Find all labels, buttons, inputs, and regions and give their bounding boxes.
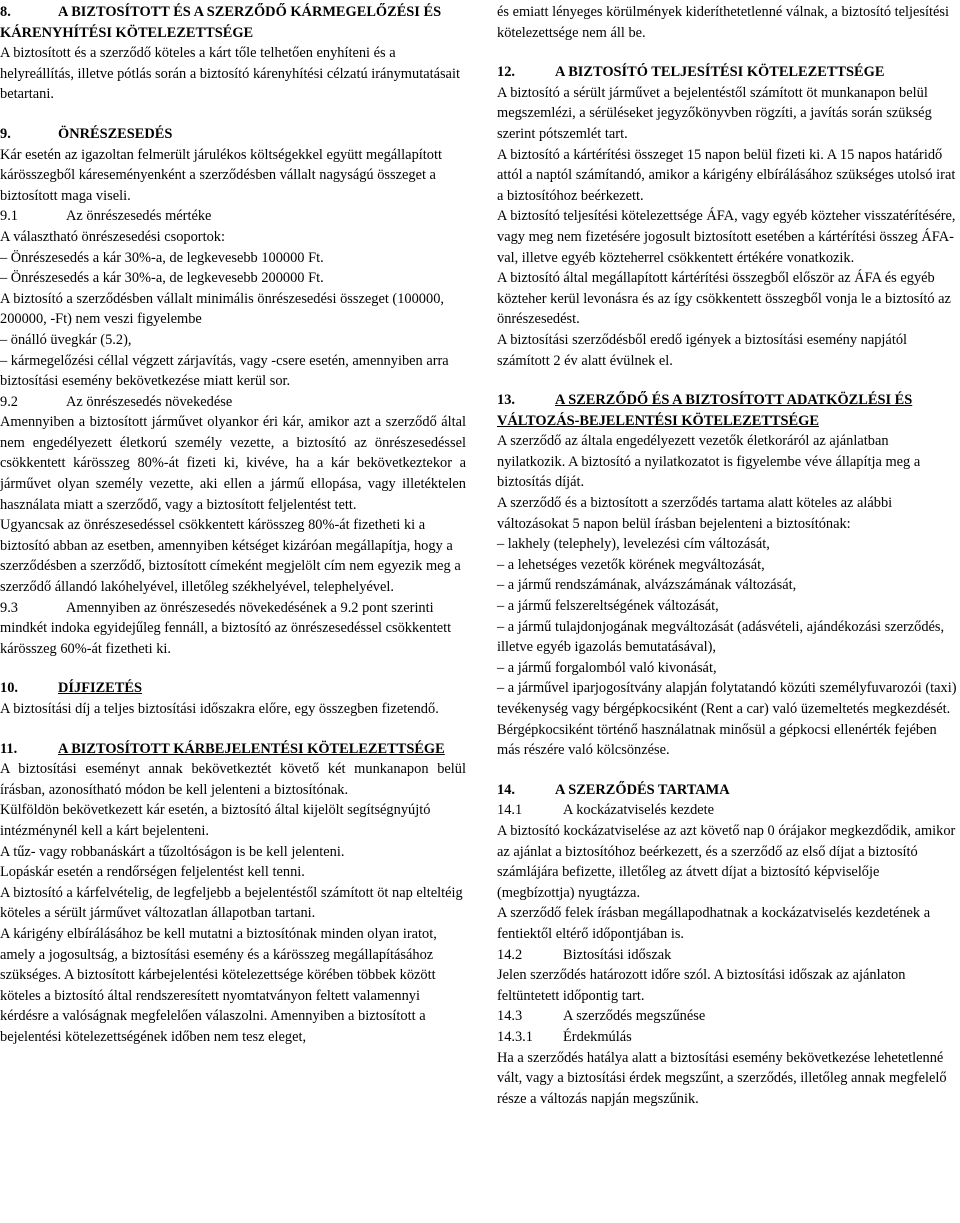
section-9-1-heading: 9.1 Az önrészesedés mértéke — [0, 208, 212, 225]
section-10-paragraph: A biztosítási díj a teljes biztosítási időszakra előre, egy összegben fizetendő. — [0, 701, 439, 717]
section-13-heading: 13. A SZERZŐDŐ ÉS A BIZTOSÍTOTT ADATKÖZLÉSI ÉS VÁLTOZÁS-BEJELENTÉSI KÖTELEZETTSÉGE — [497, 392, 913, 429]
list-item: – lakhely (telephely), levelezési cím változását, — [497, 536, 770, 553]
list-item: – önálló üvegkár (5.2), — [0, 331, 132, 348]
section-9-heading: 9. ÖNRÉSZESEDÉS — [0, 125, 173, 142]
section-14-2-heading: 14.2 Biztosítási időszak — [497, 946, 672, 963]
section-14-3-1-paragraph: Ha a szerződés hatálya alatt a biztosítási esemény bekövetkezése lehetetlenné vált, vagy a biztosítási érdek megszűnt, a szerződés, illetőleg annak megfelelő része a változás napján megszűnik. — [497, 1049, 947, 1107]
section-9-1-paragraph: A biztosító a szerződésben vállalt minimális önrészesedési összeget (100000, 200000, -Ft) nem veszi figyelembe — [0, 290, 444, 328]
continuation-paragraph: és emiatt lényeges körülmények kideríthetetlenné válnak, a biztosító teljesítési kötelezettsége nem áll be. — [497, 4, 949, 41]
section-14-3-1-heading: 14.3.1 Érdekmúlás — [497, 1028, 632, 1045]
section-11-paragraph: Lopáskár esetén a rendőrségen feljelentést kell tenni. — [0, 864, 305, 881]
section-12-paragraph: A biztosító által megállapított kártérítési összegből először az ÁFA és egyéb közteher kerül levonásra és az így csökkentett összegből vonja le a biztosító az önrészesedést. — [497, 270, 951, 328]
section-14-heading: 14. A SZERZŐDÉS TARTAMA — [497, 781, 730, 798]
section-12-paragraph: A biztosító a kártérítési összeget 15 napon belül fizeti ki. A 15 napos határidő attól a naptól számítandó, amikor a kárigény elbírálásához szükséges utolsó irat a biztosítóhoz beérkezett. — [497, 146, 956, 204]
list-item: – a jármű tulajdonjogának megváltozását (adásvételi, ajándékozási szerződés, illetve egyéb igazolás bemutatásával), — [497, 618, 945, 656]
section-11-paragraph: A biztosítási eseményt annak bekövetkeztét követő két munkanapon belül írásban, azonosítható módon be kell jelenteni a biztosítónak. — [0, 761, 466, 798]
section-9-2-paragraph: Amennyiben a biztosított járművet olyankor éri kár, amikor azt a szerződő által nem engedélyezett életkorú személy vezette, a biztosító az önrészesedéssel csökkentett kárösszeg 80%-át fizeti ki, kivéve, ha a kár bekövetkeztekor a járművet olyan személy vezette, aki ellen a jármű ellopása, vagy illetéktelen használata miatt a szerződő, vagy a biztosított feljelentést tett. — [0, 414, 466, 513]
section-10-heading: 10. DÍJFIZETÉS — [0, 680, 142, 697]
list-item: – a jármű rendszámának, alvázszámának változását, — [497, 577, 797, 594]
section-9-2-heading: 9.2 Az önrészesedés növekedése — [0, 393, 233, 410]
section-12-heading: 12. A BIZTOSÍTÓ TELJESÍTÉSI KÖTELEZETTSÉGE — [497, 64, 885, 81]
section-11-heading: 11. A BIZTOSÍTOTT KÁRBEJELENTÉSI KÖTELEZETTSÉGE — [0, 740, 445, 757]
list-item: – a lehetséges vezetők körének megváltozását, — [497, 556, 765, 573]
section-11-paragraph: A tűz- vagy robbanáskárt a tűzoltóságon is be kell jelenteni. — [0, 843, 345, 860]
list-item: – kármegelőzési céllal végzett zárjavítás, vagy -csere esetén, amennyiben arra biztosítási esemény bekövetkezése miatt kerül sor. — [0, 352, 449, 390]
section-11-paragraph: A kárigény elbírálásához be kell mutatni a biztosítónak minden olyan iratot, amely a jogosultság, a biztosítási esemény és a kárösszeg megállapításához szükséges. A biztosított kárbejelentési kötelezettsége körében többek között köteles a biztosító által rendszeresített nyomtatványon feltett valamennyi kérdésre a valóságnak megfelelően válaszolni. Amennyiben a biztosított a bejelentési kötelezettségének időben nem tesz eleget, — [0, 925, 437, 1045]
section-14-1-heading: 14.1 A kockázatviselés kezdete — [497, 802, 715, 819]
section-12-paragraph: A biztosítási szerződésből eredő igények a biztosítási esemény napjától számított 2 év alatt évülnek el. — [497, 331, 908, 369]
list-item: – Önrészesedés a kár 30%-a, de legkevesebb 100000 Ft. — [0, 249, 324, 266]
section-14-1-paragraph: A biztosító kockázatviselése az azt követő nap 0 órájakor megkezdődik, amikor az ajánlat a biztosítóhoz beérkezett, és a szerződő az első díjat a biztosító számlájára befizette, illetőleg az átvett díjat a biztosító képviselője (megbízottja) nyugtázza. — [497, 822, 956, 901]
section-14-3-heading: 14.3 A szerződés megszűnése — [497, 1008, 706, 1025]
section-9-3-paragraph: 9.3 Amennyiben az önrészesedés növekedésének a 9.2 pont szerinti mindkét indoka egyidejűleg fennáll, a biztosító az önrészesedéssel csökkentett kárösszeg 60%-át fizetheti ki. — [0, 599, 452, 657]
section-13-paragraph: A szerződő az általa engedélyezett vezetők életkoráról az ajánlatban nyilatkozik. A biztosító a nyilatkozatot is figyelembe véve állapítja meg a biztosítás díját. — [497, 433, 921, 491]
section-11-paragraph: Külföldön bekövetkezett kár esetén, a biztosító által kijelölt segítségnyújtó intézménynél kell a kárt bejelenteni. — [0, 802, 431, 839]
section-9-paragraph: Kár esetén az igazoltan felmerült járulékos költségekkel együtt megállapított kárösszegből káreseményenként a szerződésben vállalt nagyságú összeget a biztosított maga viseli. — [0, 146, 442, 204]
section-11-paragraph: A biztosító a kárfelvételig, de legfeljebb a bejelentéstől számított öt nap elteltéig köteles a sérült járművet változatlan állapotban tartani. — [0, 884, 463, 922]
section-12-paragraph: A biztosító a sérült járművet a bejelentéstől számított öt munkanapon belül megszemlézi, a sérüléseket jegyzőkönyvben rögzíti, a javítás során szükség szerint pótszemlét tart. — [497, 84, 932, 142]
section-12-paragraph: A biztosító teljesítési kötelezettsége ÁFA, vagy egyéb közteher visszatérítésére, vagy meg nem fizetésére jogosult biztosított esetében a kártérítési összeg ÁFA-val, illetve egyéb közteherrel csökkentett értékére vonatkozik. — [497, 208, 956, 266]
section-9-1-intro: A választható önrészesedési csoportok: — [0, 228, 225, 245]
section-14-2-paragraph: Jelen szerződés határozott időre szól. A biztosítási időszak az ajánlaton feltüntetett időpontig tart. — [497, 967, 906, 1004]
list-item: – a járművel iparjogosítvány alapján folytatandó közúti személyfuvarozói (taxi) tevékenység vagy bérgépkocsiként (Rent a car) való üzemeltetés megkezdését. Bérgépkocsiként történő használatnak minősül a gépkocsi ellenérték fejében más részére való kölcsönzése. — [497, 680, 957, 759]
list-item: – Önrészesedés a kár 30%-a, de legkevesebb 200000 Ft. — [0, 270, 324, 287]
section-13-paragraph: A szerződő és a biztosított a szerződés tartama alatt köteles az alábbi változásokat 5 napon belül írásban bejelenteni a biztosítónak: — [497, 495, 893, 532]
right-column — [497, 2, 957, 1109]
list-item: – a jármű forgalomból való kivonását, — [497, 659, 717, 676]
section-8-heading: 8. A BIZTOSÍTOTT ÉS A SZERZŐDŐ KÁRMEGELŐZÉSI ÉS KÁRENYHÍTÉSI KÖTELEZETTSÉGE — [0, 4, 442, 41]
left-column — [0, 2, 466, 1048]
section-8-paragraph: A biztosított és a szerződő köteles a kárt tőle telhetően enyhíteni és a helyreállítás, illetve pótlás során a biztosító kárenyhítési célzatú iránymutatásait betartani. — [0, 45, 460, 103]
section-14-1-paragraph: A szerződő felek írásban megállapodhatnak a kockázatviselés kezdetének a fentiektől eltérő időpontjában is. — [497, 905, 931, 942]
section-9-2-paragraph: Ugyancsak az önrészesedéssel csökkentett kárösszeg 80%-át fizetheti ki a biztosító abban az esetben, amennyiben kétséget kizáróan megállapítja, hogy a szerződésben a szerződő, biztosított címeként megjelölt cím nem egyezik meg a szerződő állandó lakóhelyével, illetőleg székhelyével, telephelyével. — [0, 517, 461, 596]
list-item: – a jármű felszereltségének változását, — [497, 598, 719, 615]
